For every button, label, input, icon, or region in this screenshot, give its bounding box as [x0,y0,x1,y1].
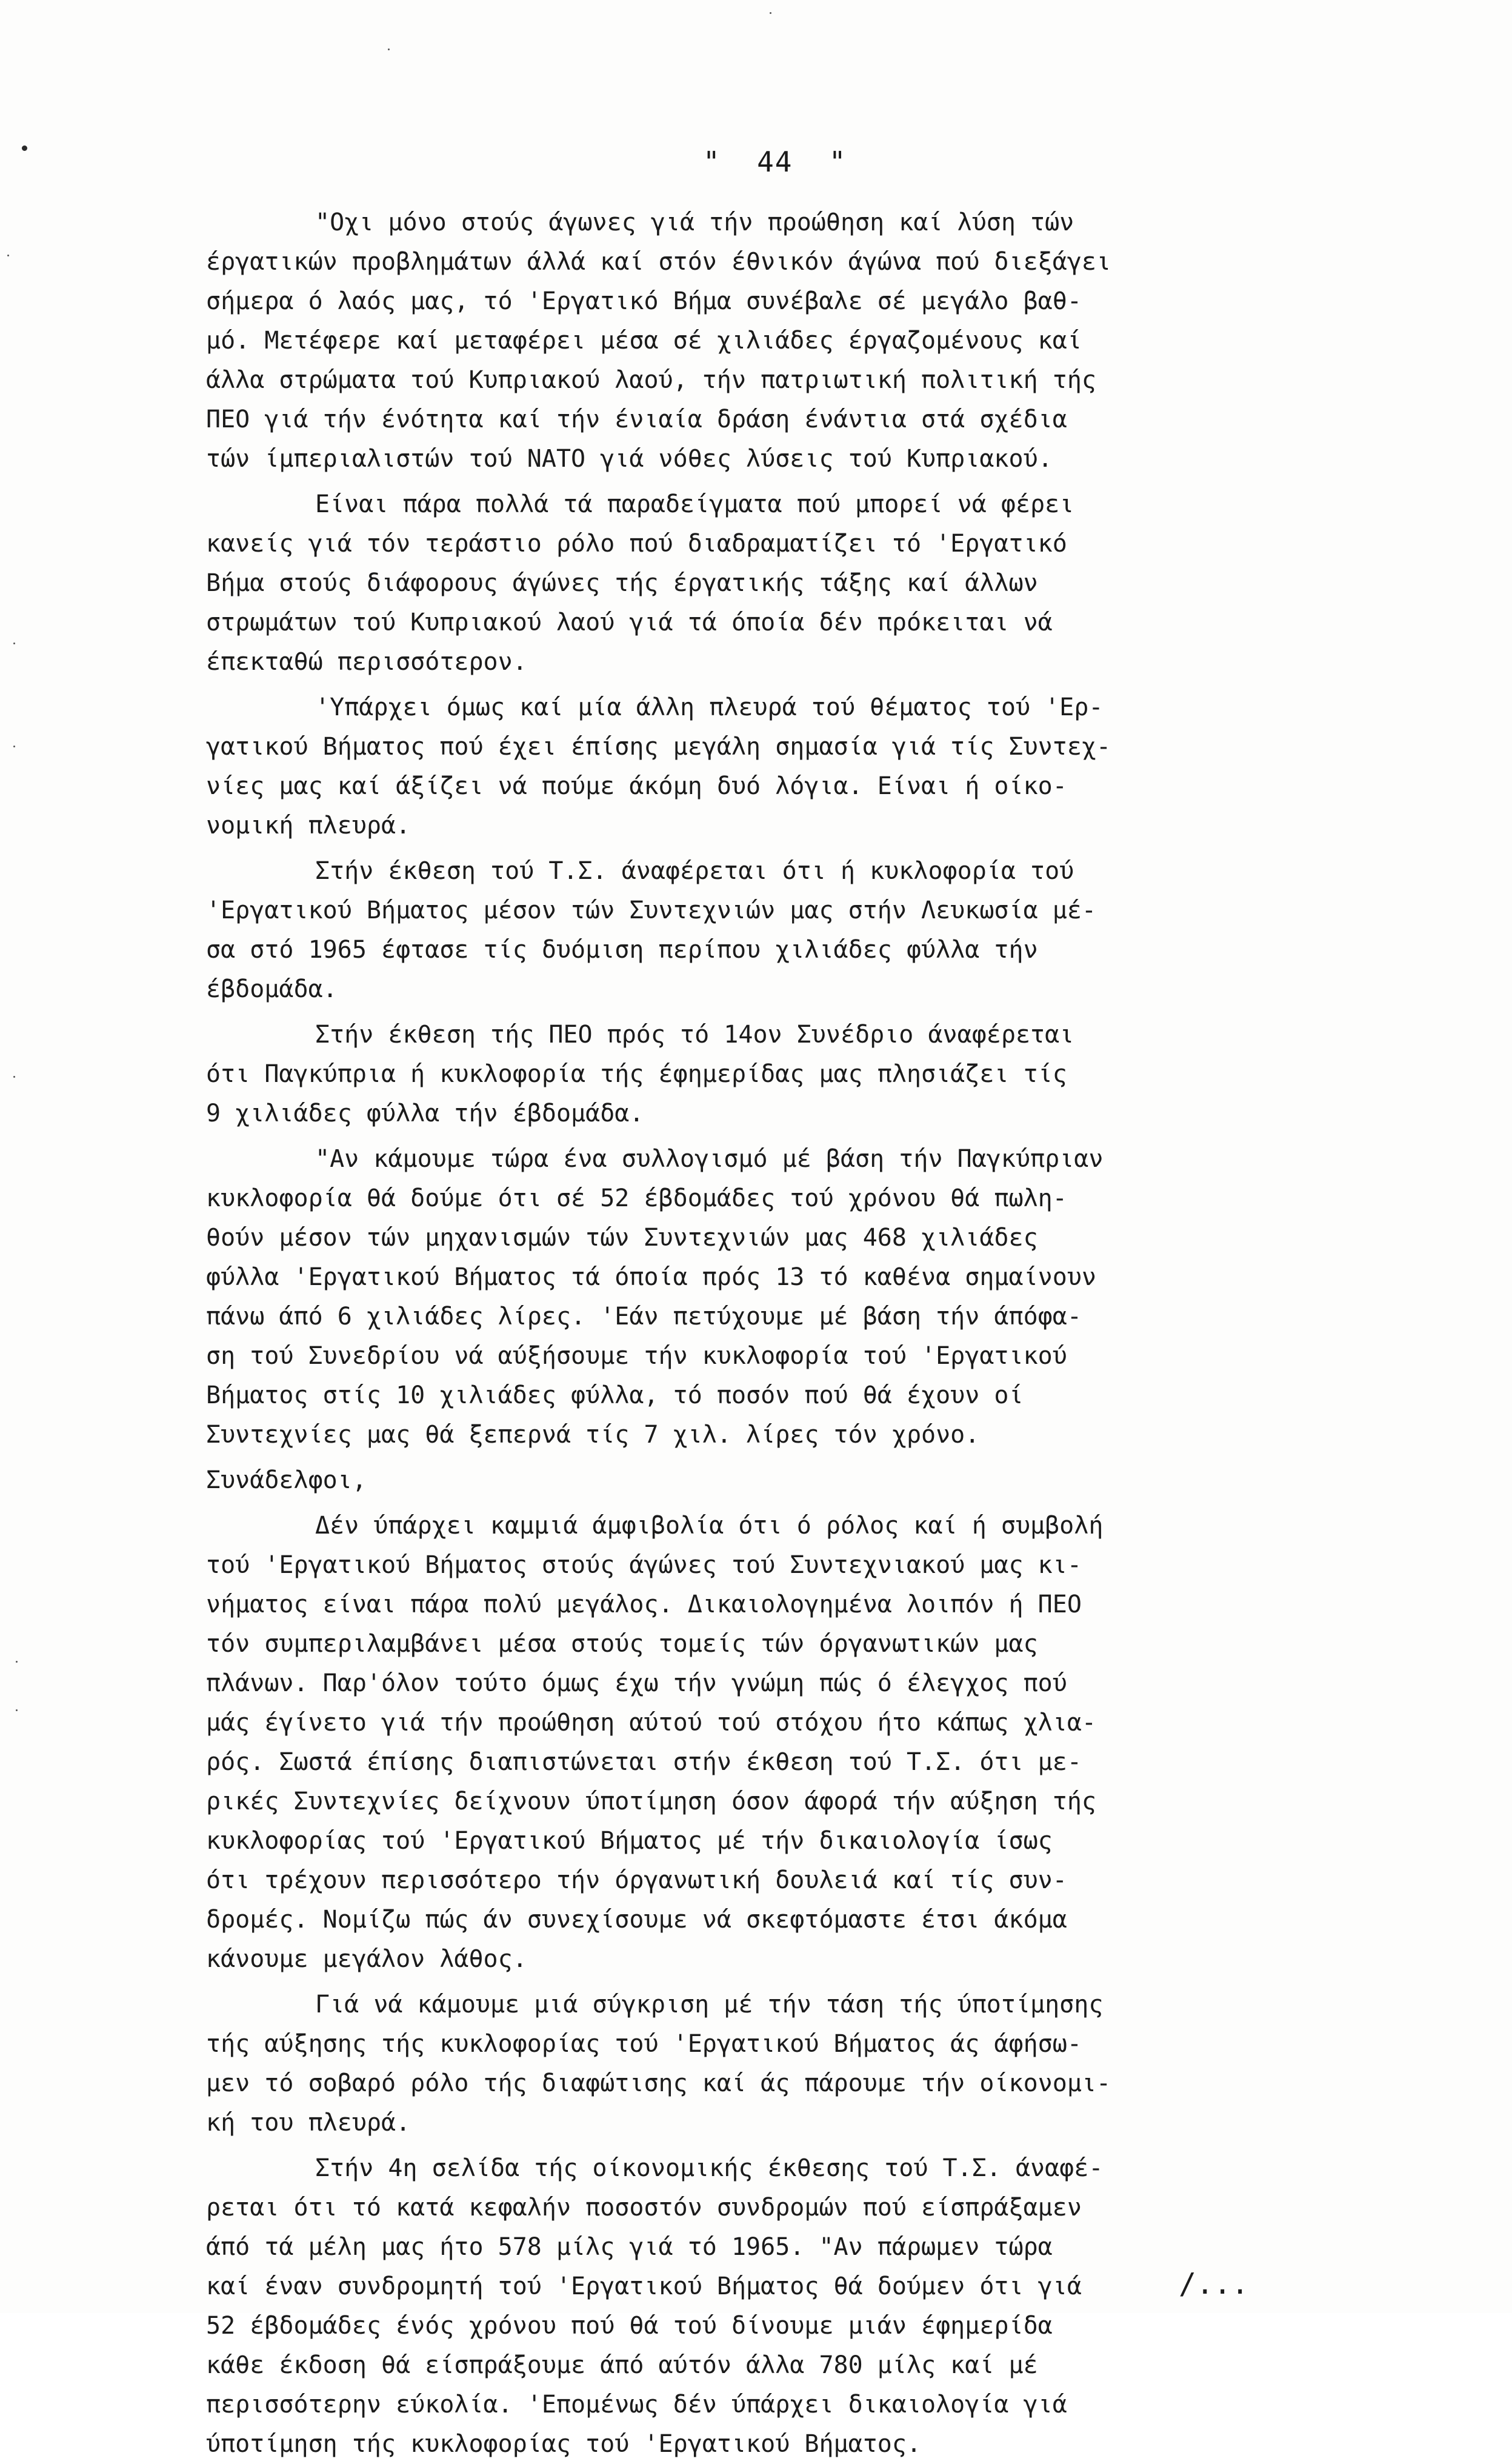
text-line: Βήματος στίς 10 χιλιάδες φύλλα, τό ποσόν πού θά έχουν οί [206,1381,1024,1409]
text-line: Δέν ύπάρχει καμμιά άμφιβολία ότι ό ρόλος καί ή συμβολή [315,1512,1104,1540]
page-number: " 44 " [703,145,847,178]
text-line: νομική πλευρά. [206,812,411,840]
scan-speck [13,1076,15,1078]
text-line: γατικού Βήματος πού έχει έπίσης μεγάλη σημασία γιά τίς Συντεχ- [206,733,1111,761]
text-line: άπό τά μέλη μας ήτο 578 μίλς γιά τό 1965. "Αν πάρωμεν τώρα [206,2233,1053,2261]
text-line: έργατικών προβλημάτων άλλά καί στόν έθνικόν άγώνα πού διεξάγει [206,248,1111,276]
text-line: κυκλοφορία θά δούμε ότι σέ 52 έβδομάδες τού χρόνου θά πωλη- [206,1184,1067,1212]
paragraph-7 [206,1506,1406,1979]
text-line: 52 έβδομάδες ένός χρόνου πού θά τού δίνουμε μιάν έφημερίδα [206,2312,1053,2340]
text-line: ρεται ότι τό κατά κεφαλήν ποσοστόν συνδρομών πού είσπράξαμεν [206,2194,1082,2222]
text-line: καί έναν συνδρομητή τού 'Εργατικού Βήματος θά δούμεν ότι γιά [206,2272,1082,2300]
text-line: μεν τό σοβαρό ρόλο τής διαφώτισης καί άς πάρουμε τήν οίκονομι- [206,2069,1111,2097]
scan-speck [770,12,771,14]
scan-speck [13,643,15,644]
text-line: ση τού Συνεδρίου νά αύξήσουμε τήν κυκλοφορία τού 'Εργατικού [206,1342,1067,1370]
text-line: στρωμάτων τού Κυπριακού λαού γιά τά όποία δέν πρόκειται νά [206,609,1053,636]
text-line: έπεκταθώ περισσότερον. [206,648,527,676]
text-line: σήμερα ό λαός μας, τό 'Εργατικό Βήμα συνέβαλε σέ μεγάλο βαθ- [206,287,1082,315]
text-line: κυκλοφορίας τού 'Εργατικού Βήματος μέ τήν δικαιολογία ίσως [206,1827,1053,1855]
scan-speck [13,746,15,747]
text-line: νήματος είναι πάρα πολύ μεγάλος. Δικαιολογημένα λοιπόν ή ΠΕΟ [206,1591,1082,1618]
text-line: κή του πλευρά. [206,2109,411,2137]
text-line: σα στό 1965 έφτασε τίς δυόμιση περίπου χιλιάδες φύλλα τήν [206,936,1038,964]
text-line: δρομές. Νομίζω πώς άν συνεχίσουμε νά σκεφτόμαστε έτσι άκόμα [206,1906,1067,1934]
text-line: κάθε έκδοση θά είσπράξουμε άπό αύτόν άλλα 780 μίλς καί μέ [206,2351,1038,2379]
text-line: μάς έγίνετο γιά τήν προώθηση αύτού τού στόχου ήτο κάπως χλια- [206,1709,1097,1737]
text-line: ύποτίμηση τής κυκλοφορίας τού 'Εργατικού Βήματος. [206,2430,922,2458]
text-line: Στήν 4η σελίδα τής οίκονομικής έκθεσης τού Τ.Σ. άναφέ- [315,2154,1104,2182]
paragraph-8 [206,1985,1406,2143]
scan-speck [16,1709,18,1711]
paragraph-4 [206,852,1406,1009]
paragraph-1 [206,203,1406,479]
text-line: Στήν έκθεση τής ΠΕΟ πρός τό 14ον Συνέδριο άναφέρεται [315,1021,1074,1049]
text-line: ρός. Σωστά έπίσης διαπιστώνεται στήν έκθεση τού Τ.Σ. ότι με- [206,1748,1082,1776]
salutation: Συνάδελφοι, [206,1466,367,1494]
text-line: Συντεχνίες μας θά ξεπερνά τίς 7 χιλ. λίρες τόν χρόνο. [206,1421,980,1449]
punch-hole-mark [22,145,27,151]
text-line: "Αν κάμουμε τώρα ένα συλλογισμό μέ βάση τήν Παγκύπριαν [315,1145,1104,1173]
text-line: φύλλα 'Εργατικού Βήματος τά όποία πρός 13 τό καθένα σημαίνουν [206,1263,1097,1291]
text-line: Γιά νά κάμουμε μιά σύγκριση μέ τήν τάση τής ύποτίμησης [315,1991,1104,2018]
text-line: "Οχι μόνο στούς άγωνες γιά τήν προώθηση καί λύση τών [315,209,1074,236]
text-line: 9 χιλιάδες φύλλα τήν έβδομάδα. [206,1100,644,1127]
text-line: ότι τρέχουν περισσότερο τήν όργανωτική δουλειά καί τίς συν- [206,1866,1067,1894]
text-line: νίες μας καί άξίζει νά πούμε άκόμη δυό λόγια. Είναι ή οίκο- [206,772,1067,800]
continuation-mark: /... [1179,2267,1249,2301]
text-line: ρικές Συντεχνίες δείχνουν ύποτίμηση όσον άφορά τήν αύξηση τής [206,1788,1097,1815]
text-line: ότι Παγκύπρια ή κυκλοφορία τής έφημερίδας μας πλησιάζει τίς [206,1060,1067,1088]
paragraph-6 [206,1140,1406,1455]
scan-speck [7,255,9,256]
scan-speck [388,48,390,50]
scan-speck [16,1661,18,1663]
text-line: κανείς γιά τόν τεράστιο ρόλο πού διαδραματίζει τό 'Εργατικό [206,530,1067,558]
paragraph-2 [206,485,1406,682]
text-line: πλάνων. Παρ'όλον τούτο όμως έχω τήν γνώμη πώς ό έλεγχος πού [206,1669,1067,1697]
text-line: τών ίμπεριαλιστών τού ΝΑΤΟ γιά νόθες λύσεις τού Κυπριακού. [206,445,1053,473]
text-line: Βήμα στούς διάφορους άγώνες τής έργατικής τάξης καί άλλων [206,569,1038,597]
text-line: Στήν έκθεση τού Τ.Σ. άναφέρεται ότι ή κυκλοφορία τού [315,857,1074,885]
text-line: θούν μέσον τών μηχανισμών τών Συντεχνιών μας 468 χιλιάδες [206,1224,1038,1252]
text-line: τού 'Εργατικού Βήματος στούς άγώνες τού Συντεχνιακού μας κι- [206,1551,1082,1579]
text-line: 'Υπάρχει όμως καί μία άλλη πλευρά τού θέματος τού 'Ερ- [315,693,1104,721]
text-line: 'Εργατικού Βήματος μέσον τών Συντεχνιών μας στήν Λευκωσία μέ- [206,896,1097,924]
text-line: έβδομάδα. [206,975,338,1003]
text-line: περισσότερην εύκολία. 'Επομένως δέν ύπάρχει δικαιολογία γιά [206,2391,1067,2419]
paragraph-9 [206,2149,1406,2464]
paragraph-5 [206,1015,1406,1134]
text-line: Είναι πάρα πολλά τά παραδείγματα πού μπορεί νά φέρει [315,490,1074,518]
text-line: μό. Μετέφερε καί μεταφέρει μέσα σέ χιλιάδες έργαζομένους καί [206,327,1082,355]
text-line: κάνουμε μεγάλον λάθος. [206,1945,527,1973]
text-line: τής αύξησης τής κυκλοφορίας τού 'Εργατικού Βήματος άς άφήσω- [206,2030,1082,2058]
text-line: πάνω άπό 6 χιλιάδες λίρες. 'Εάν πετύχουμε μέ βάση τήν άπόφα- [206,1303,1082,1330]
text-line: τόν συμπεριλαμβάνει μέσα στούς τομείς τών όργανωτικών μας [206,1630,1038,1658]
paragraph-3 [206,688,1406,846]
text-line: ΠΕΟ γιά τήν ένότητα καί τήν ένιαία δράση ένάντια στά σχέδια [206,406,1067,433]
text-line: άλλα στρώματα τού Κυπριακού λαού, τήν πατριωτική πολιτική τής [206,366,1097,394]
